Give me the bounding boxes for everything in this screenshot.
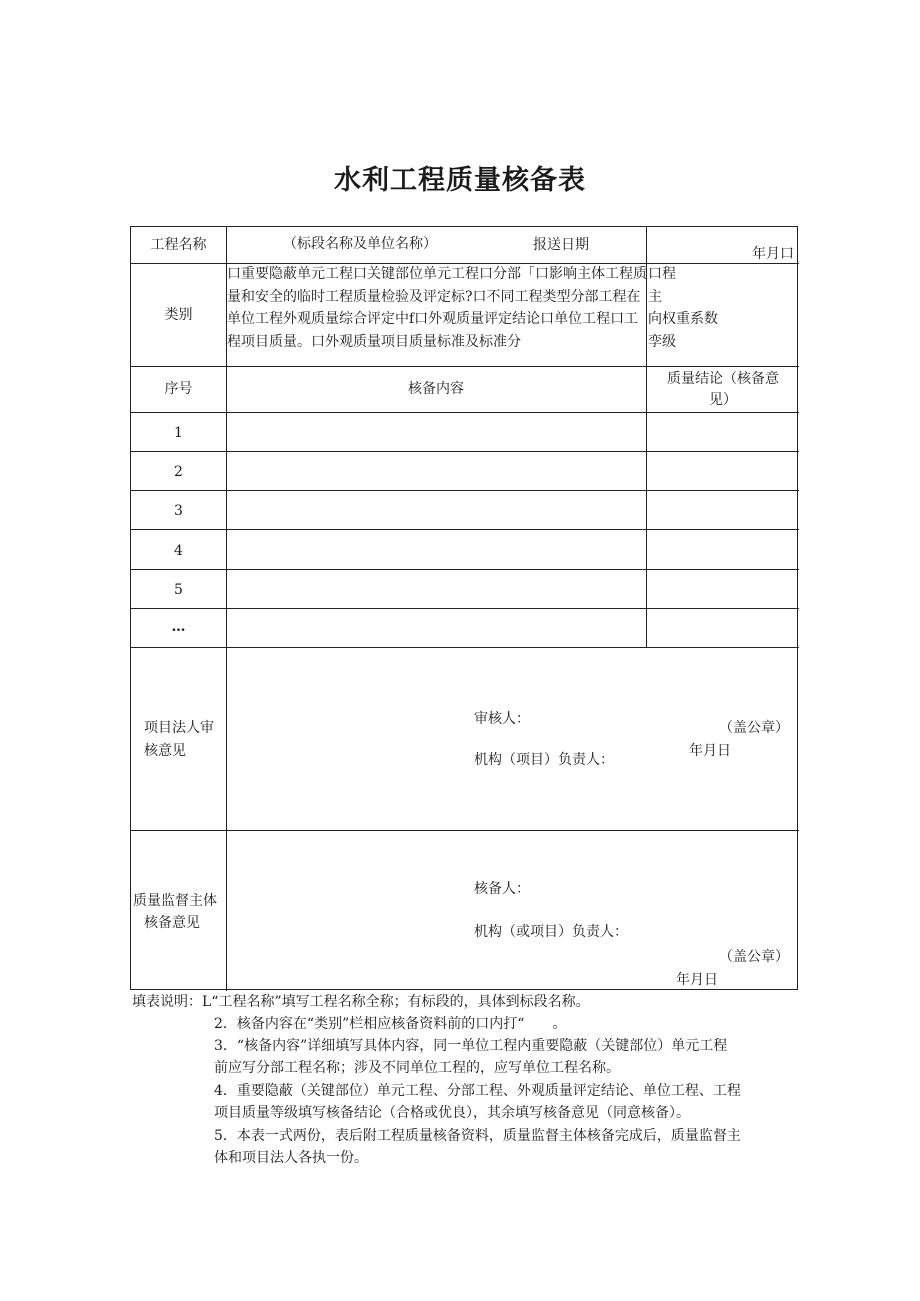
note-line: 前应写分部工程名称；涉及不同单位工程的，应写单位工程名称。 bbox=[214, 1060, 620, 1076]
owner-org-head-label: 机构（项目）负责人： bbox=[474, 752, 614, 768]
owner-date: 年月日 bbox=[689, 743, 731, 759]
category-right-line: 主 bbox=[648, 288, 662, 305]
note-line: 填表说明：L“工程名称”填写工程名称全称；有标段的，具体到标段名称。 bbox=[132, 994, 590, 1010]
category-right-line: 孪级 bbox=[648, 333, 676, 350]
row-divider bbox=[131, 412, 799, 413]
supervision-opinion-label: 质量监督主体 bbox=[133, 893, 217, 909]
supervision-seal-label: （盖公章） bbox=[719, 949, 789, 965]
report-date-label: 报送日期 bbox=[533, 237, 589, 253]
row-divider bbox=[131, 647, 799, 648]
note-line: 2．核备内容在“类别”栏相应核备资料前的口内打“ 。 bbox=[214, 1016, 567, 1032]
row-divider bbox=[131, 529, 799, 530]
note-line: 4．重要隐蔽（关键部位）单元工程、分部工程、外观质量评定结论、单位工程、工程 bbox=[214, 1083, 741, 1099]
row-divider bbox=[131, 830, 799, 831]
note-line: 5．本表一式两份，表后附工程质量核备资料，质量监督主体核备完成后，质量监督主 bbox=[214, 1128, 741, 1144]
reviewer-label: 审核人： bbox=[474, 711, 530, 727]
table-row-seq: 4 bbox=[174, 543, 183, 559]
supervision-org-head-label: 机构（或项目）负责人： bbox=[474, 924, 628, 940]
quality-filing-form bbox=[130, 226, 798, 990]
filer-label: 核备人： bbox=[474, 881, 530, 897]
category-right-line: 口程 bbox=[648, 266, 676, 282]
supervision-opinion-label: 核备意见 bbox=[144, 915, 200, 931]
category-label: 类别 bbox=[164, 307, 193, 323]
owner-seal-label: （盖公章） bbox=[719, 720, 789, 736]
row-divider bbox=[131, 490, 799, 491]
note-line: 项目质量等级填写核备结论（合格或优良），其余填写核备意见（同意核备）。 bbox=[214, 1105, 690, 1121]
report-date-value[interactable]: 年月口 bbox=[752, 246, 794, 262]
table-row-seq: 1 bbox=[174, 425, 183, 441]
col-header-content: 核备内容 bbox=[408, 381, 464, 397]
row-divider bbox=[131, 608, 799, 609]
row-divider bbox=[131, 451, 799, 452]
category-right-line: 向权重系数 bbox=[648, 311, 718, 327]
note-line: 体和项目法人各执一份。 bbox=[214, 1150, 368, 1166]
col-header-seq: 序号 bbox=[164, 381, 193, 397]
category-options-right bbox=[648, 263, 798, 353]
owner-opinion-label: 项目法人审 bbox=[144, 720, 214, 736]
category-options[interactable]: 口重要隐蔽单元工程口关键部位单元工程口分部「口影响主体工程质量和安全的临时工程质量检验及评定标?口不同工程类型分部工程在单位工程外观质量综合评定中f口外观质量评定结论口单位工程口工程项目质量。口外观质量项目质量标准及标准分 bbox=[227, 266, 647, 350]
owner-opinion-label: 核意见 bbox=[144, 743, 186, 759]
row-divider bbox=[131, 569, 799, 570]
row-divider bbox=[131, 366, 799, 367]
supervision-date: 年月日 bbox=[676, 972, 718, 988]
table-row-seq: 2 bbox=[174, 464, 183, 480]
col-header-conclusion: 见） bbox=[709, 392, 737, 408]
project-name-hint[interactable]: （标段名称及单位名称） bbox=[283, 236, 437, 252]
note-line: 3．“核备内容”详细填写具体内容，同一单位工程内重要隐蔽（关键部位）单元工程 bbox=[214, 1038, 728, 1054]
table-row-seq: 5 bbox=[174, 582, 183, 598]
project-name-label: 工程名称 bbox=[150, 237, 207, 253]
col-header-conclusion: 质量结论（核备意 bbox=[667, 371, 779, 387]
page-title: 水利工程质量核备表 bbox=[334, 165, 586, 196]
table-row-seq: … bbox=[171, 619, 186, 635]
table-row-seq: 3 bbox=[174, 503, 183, 519]
